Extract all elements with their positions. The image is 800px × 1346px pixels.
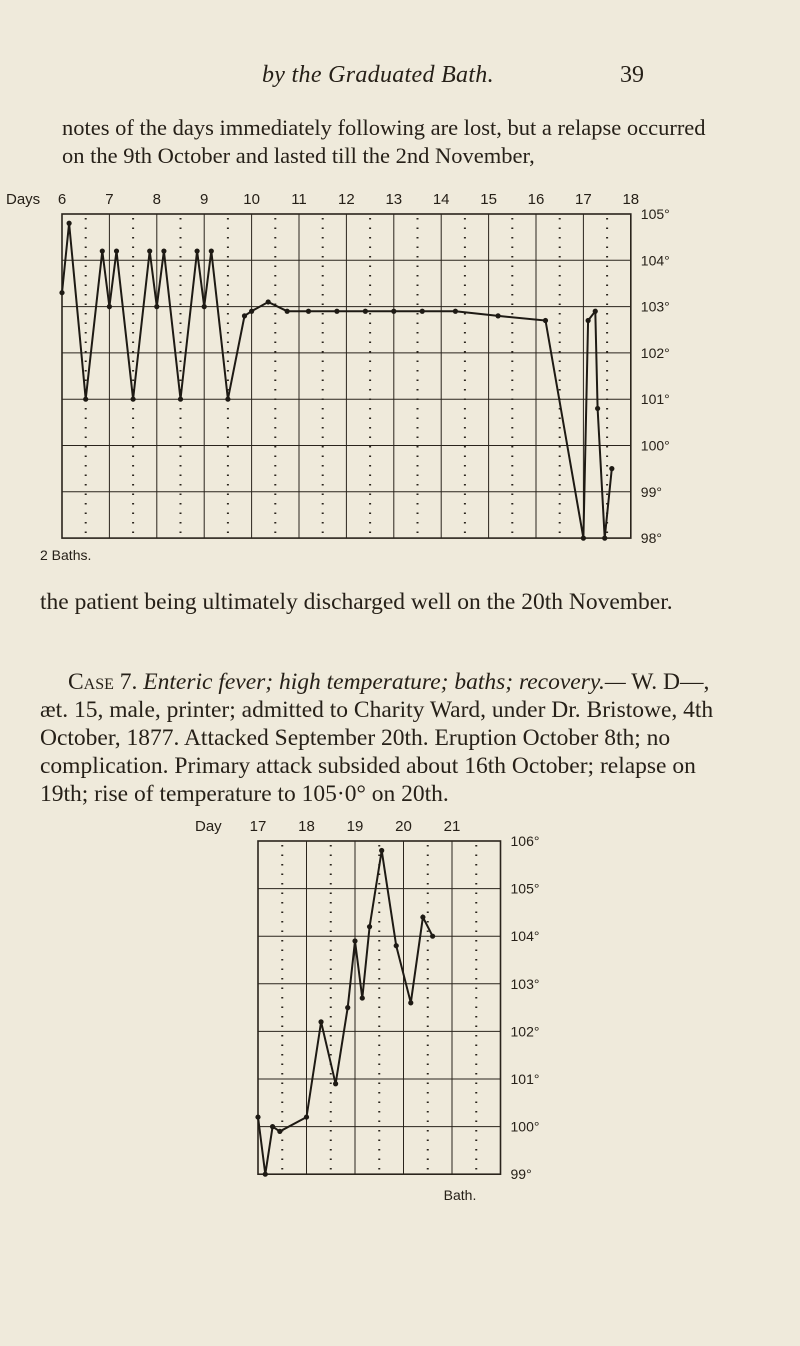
temperature-point	[595, 406, 600, 411]
temperature-point	[209, 248, 214, 253]
temperature-point	[318, 1019, 323, 1024]
bath-marker-label: Bath.	[443, 1187, 477, 1204]
temperature-point	[277, 1129, 282, 1134]
temperature-point	[249, 309, 254, 314]
temperature-point	[593, 309, 598, 314]
temperature-point	[285, 309, 290, 314]
x-tick-label: 10	[243, 191, 260, 208]
case-body: W. D—, æt. 15, male, printer; admitted to Charity Ward, under Dr. Bristowe, 4th October, 1877. Attacked September 20th. Eruption October 8th; no complication. Primary attack subsided about 16th October; relapse on 19th; rise of temperature to 105·0° on 20th.	[40, 669, 714, 807]
temperature-point	[263, 1172, 268, 1177]
x-axis-label: Day	[195, 818, 222, 835]
temperature-point	[543, 318, 548, 323]
y-tick-label: 103°	[510, 975, 540, 992]
x-tick-label: 14	[432, 191, 450, 208]
x-tick-label: 16	[527, 191, 545, 208]
temperature-point	[255, 1114, 260, 1119]
case-title: Enteric fever; high temperature; baths; recovery.—	[143, 669, 626, 695]
temperature-point	[304, 1114, 309, 1119]
temperature-point	[178, 397, 183, 402]
temperature-point	[334, 309, 339, 314]
x-tick-label: 11	[291, 191, 307, 208]
temperature-point	[367, 924, 372, 929]
x-tick-label: 21	[443, 818, 461, 835]
x-tick-label: 12	[338, 191, 355, 208]
x-tick-label: 19	[346, 818, 364, 835]
temperature-point	[194, 248, 199, 253]
y-tick-label: 98°	[640, 530, 662, 547]
y-tick-label: 99°	[510, 1166, 532, 1183]
y-tick-label: 105°	[640, 206, 670, 222]
x-tick-label: 15	[480, 191, 497, 208]
temperature-line	[62, 223, 612, 538]
y-tick-label: 102°	[510, 1023, 540, 1040]
y-tick-label: 104°	[640, 252, 670, 269]
temperature-line	[258, 851, 433, 1175]
temperature-point	[363, 309, 368, 314]
temperature-point	[266, 299, 271, 304]
temperature-point	[394, 943, 399, 948]
x-tick-label: 18	[622, 191, 640, 208]
y-tick-label: 100°	[510, 1118, 540, 1135]
temperature-point	[391, 309, 396, 314]
temperature-point	[581, 536, 586, 541]
y-tick-label: 102°	[640, 344, 670, 361]
running-head: by the Graduated Bath.	[262, 62, 494, 88]
temperature-point	[602, 536, 607, 541]
temperature-point	[225, 397, 230, 402]
y-tick-label: 99°	[640, 483, 662, 500]
temperature-point	[420, 915, 425, 920]
after-chart-paragraph: the patient being ultimately discharged well on the 20th November.	[40, 589, 673, 615]
case-paragraph	[40, 668, 740, 808]
x-tick-label: 20	[395, 818, 412, 835]
intro-paragraph: notes of the days immediately following are lost, but a relapse occurred on the 9th October and lasted till the 2nd November,	[62, 115, 706, 168]
temperature-point	[107, 304, 112, 309]
temperature-point	[352, 938, 357, 943]
case-label: Case 7.	[68, 669, 138, 695]
bath-marker-label: 2 Baths.	[40, 547, 92, 564]
y-tick-label: 101°	[640, 391, 670, 408]
temperature-point	[379, 848, 384, 853]
temperature-point	[114, 248, 119, 253]
temperature-point	[453, 309, 458, 314]
temperature-point	[100, 248, 105, 253]
temperature-point	[609, 466, 614, 471]
x-tick-label: 17	[249, 818, 267, 835]
temperature-point	[586, 318, 591, 323]
temperature-point	[495, 313, 500, 318]
temperature-point	[360, 995, 365, 1000]
temperature-point	[306, 309, 311, 314]
x-tick-label: 6	[57, 191, 67, 208]
temperature-point	[67, 221, 72, 226]
temperature-point	[345, 1005, 350, 1010]
x-tick-label: 8	[152, 191, 161, 208]
y-tick-label: 106°	[510, 833, 540, 849]
temperature-point	[154, 304, 159, 309]
y-tick-label: 100°	[640, 437, 670, 454]
x-tick-label: 17	[575, 191, 592, 208]
temperature-chart-days-17-to-21	[0, 788, 800, 1208]
temperature-point	[131, 397, 136, 402]
temperature-point	[430, 934, 435, 939]
y-tick-label: 104°	[510, 928, 540, 945]
page-number: 39	[620, 62, 644, 88]
temperature-point	[83, 397, 88, 402]
x-tick-label: 13	[385, 191, 403, 208]
temperature-point	[333, 1081, 338, 1086]
temperature-point	[161, 248, 166, 253]
temperature-point	[242, 313, 247, 318]
x-tick-label: 7	[105, 191, 114, 208]
temperature-point	[270, 1124, 275, 1129]
temperature-point	[420, 309, 425, 314]
y-tick-label: 101°	[510, 1071, 540, 1087]
temperature-point	[202, 304, 207, 309]
y-tick-label: 103°	[640, 298, 670, 315]
x-axis-label: Days	[6, 191, 41, 208]
x-tick-label: 18	[298, 818, 315, 835]
temperature-point	[147, 248, 152, 253]
temperature-chart-days-6-to-18	[0, 165, 800, 590]
y-tick-label: 105°	[510, 880, 540, 897]
x-tick-label: 9	[200, 191, 209, 208]
temperature-point	[408, 1000, 413, 1005]
temperature-point	[59, 290, 64, 295]
